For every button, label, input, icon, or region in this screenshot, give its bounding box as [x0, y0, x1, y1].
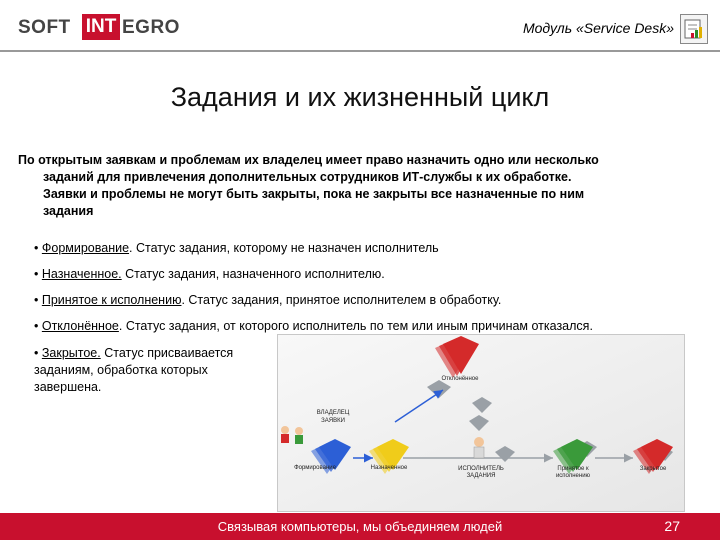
page-number: 27 [664, 518, 680, 534]
term-accepted: Принятое к исполнению [41, 293, 182, 307]
executor-person-icon [474, 437, 484, 458]
label-executor-2: ЗАДАНИЯ [466, 473, 496, 479]
label-rejected: Отклонённое [441, 376, 479, 382]
label-owner-1: ВЛАДЕЛЕЦ [316, 410, 350, 416]
intro-paragraph [18, 152, 698, 220]
header-divider [0, 50, 720, 52]
module-title: Модуль «Service Desk» [522, 20, 674, 36]
label-accepted-1: Принятое к [557, 466, 589, 472]
label-accepted-2: исполнению [555, 473, 591, 479]
label-forming: Формирование [294, 465, 336, 471]
desc-closed: Статус присваивается заданиям, обработка которых завершена. [34, 346, 234, 394]
desc-accepted: . Статус задания, принятое исполнителем в обработку. [181, 293, 502, 307]
bullet-forming: • Формирование. Статус задания, которому не назначен исполнитель [34, 241, 439, 255]
label-assigned: Назначенное [370, 465, 408, 471]
label-executor-1: ИСПОЛНИТЕЛЬ [458, 466, 504, 472]
label-closed: Закрытое [639, 466, 667, 472]
label-owner-2: ЗАЯВКИ [321, 418, 345, 424]
task-lifecycle-diagram [277, 334, 685, 512]
page-title: Задания и их жизненный цикл [170, 82, 550, 112]
term-forming: Формирование [41, 241, 130, 255]
bullet-assigned: • Назначенное. Статус задания, назначенного исполнителю. [34, 267, 385, 281]
footer-bar [0, 513, 720, 540]
footer-slogan: Связывая компьютеры, мы объединяем людей [217, 519, 503, 534]
bullet-accepted: • Принятое к исполнению. Статус задания, принятое исполнителем в обработку. [34, 293, 502, 307]
intro-line-3: Заявки и проблемы не могут быть закрыты, пока не закрыты все назначенные по ним [43, 187, 585, 201]
intro-line-2: заданий для привлечения дополнительных сотрудников ИТ-службы к их обработке. [43, 170, 572, 184]
bullet-rejected: • Отклонённое. Статус задания, от которого исполнитель по тем или иным причинам отказался. [34, 319, 593, 333]
logo-soft: SOFT [18, 17, 71, 38]
logo-egro: EGRO [122, 17, 180, 38]
term-rejected: Отклонённое [41, 319, 119, 333]
intro-line-1: По открытым заявкам и проблемам их владелец имеет право назначить одно или несколько [18, 153, 599, 167]
logo-int: INT [82, 14, 120, 40]
term-closed: Закрытое. [41, 346, 101, 360]
service-desk-icon [680, 14, 708, 44]
desc-rejected: . Статус задания, от которого исполнитель по тем или иным причинам отказался. [118, 319, 593, 333]
desc-forming: . Статус задания, которому не назначен исполнитель [129, 241, 439, 255]
intro-line-4: задания [43, 204, 94, 218]
term-assigned: Назначенное. [41, 267, 122, 281]
desc-assigned: Статус задания, назначенного исполнителю. [121, 267, 385, 281]
softintegro-logo [12, 10, 202, 44]
bullet-closed: • Закрытое. Статус присваивается заданиям, обработка которых завершена. [34, 346, 234, 394]
